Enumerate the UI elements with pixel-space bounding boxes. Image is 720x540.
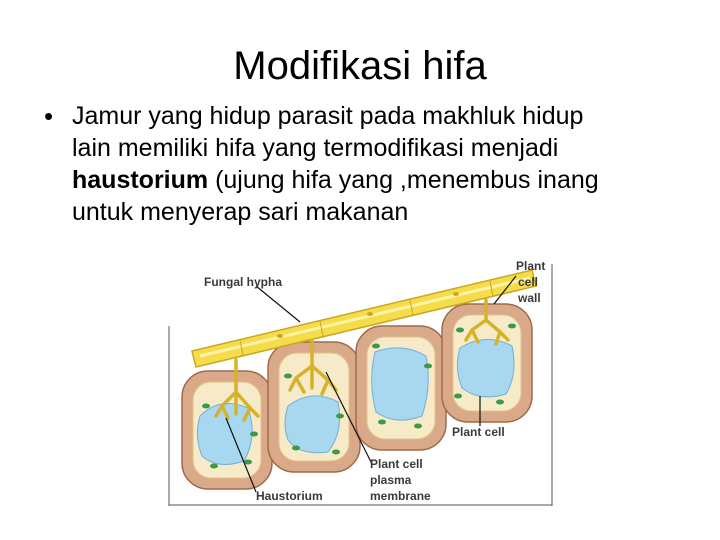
vacuole-3: [372, 348, 429, 420]
bullet-line-3: [72, 164, 702, 196]
bullet-line-1: Jamur yang hidup parasit pada makhluk hidup: [72, 102, 584, 130]
label-plant-cell: Plant cell: [452, 425, 505, 439]
label-plant-cell-wall-1: Plant: [516, 259, 546, 273]
vacuole-4: [457, 339, 514, 396]
haustorium-term: haustorium: [72, 166, 209, 194]
label-plant-cell-wall-3: wall: [518, 291, 541, 305]
bullet-line-2: lain memiliki hifa yang termodifikasi menjadi: [72, 134, 559, 162]
vacuole-2: [285, 396, 340, 453]
bullet-line-3-rest: (ujung hifa yang ,menembus inang: [208, 166, 599, 194]
label-fungal-hypha: Fungal hypha: [204, 275, 282, 289]
label-plant-cell-wall-2: cell: [518, 275, 539, 289]
haustorium-diagram: [160, 256, 560, 510]
label-membrane-3: membrane: [370, 489, 431, 503]
bullet-line-4: untuk menyerap sari makanan: [72, 198, 409, 226]
bullet-text: [72, 100, 702, 228]
slide-title: Modifikasi hifa: [233, 44, 487, 88]
label-membrane-2: plasma: [370, 473, 412, 487]
label-membrane-1: Plant cell: [370, 457, 423, 471]
label-haustorium: Haustorium: [256, 489, 323, 503]
bullet-dot: •: [44, 101, 54, 131]
